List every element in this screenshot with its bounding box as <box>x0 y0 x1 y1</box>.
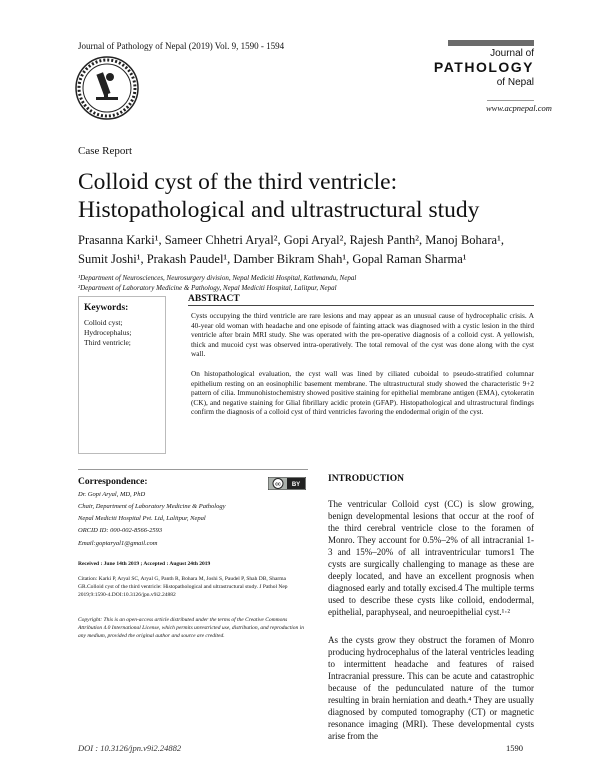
introduction-paragraph-1: The ventricular Colloid cyst (CC) is slow growing, benign developmental lesions that occur at the roof of the third cerebral ventricle close to the foramen of Monro. They account for 0.5%–2% of all intracranial 1-3 and 15%–20% of all intraventricular tumors1 The cysts are surgically challenging to manage as these are deeply located, and have an excellent prognosis when diagnosed early and totally excised.4 The multiple terms used to describe these cysts like colloid, endodermal, epithelial, paraphyseal, and neuroepithelial cyst.¹·² <box>328 499 534 617</box>
correspondence-email[interactable]: Email:gopiaryal1@gmail.com <box>78 540 158 547</box>
correspondence-name: Dr. Gopi Aryal, MD, PhD <box>78 491 146 498</box>
introduction-paragraph-2: As the cysts grow they obstruct the foramen of Monro producing hydrocephalus of the lateral ventricles leading to intermittent headache and features of raised Intracranial pressure. This can be acute and catastrophic because of the pedunculated nature of the tumor resulting in brain herniation and death.⁴ They are usually diagnosed by computed tomography (CT) or magnetic resonance imaging (MRI). These developmental cysts arise from the <box>328 635 534 741</box>
logo-of-nepal: of Nepal <box>496 77 534 88</box>
affiliations <box>78 273 548 293</box>
copyright-text: Copyright: This is an open-access article distributed under the terms of the Creative Commons Attribution 4.0 International License, which permits unrestricted use, distribution, and reproduction in any medium, provided the original author and source are credited. <box>78 617 304 639</box>
cc-by-license-icon <box>268 477 306 490</box>
keywords-title: Keywords: <box>84 303 129 313</box>
correspondence-divider <box>78 469 308 470</box>
title-line-2: Histopathological and ultrastructural study <box>78 197 480 223</box>
keyword-item: Third ventricle; <box>84 338 131 347</box>
website-divider <box>487 100 534 101</box>
introduction-heading: INTRODUCTION <box>328 474 405 484</box>
article-title <box>78 168 548 224</box>
article-type: Case Report <box>78 145 133 157</box>
logo-journal-of: Journal of <box>490 48 534 59</box>
authors-line-2: Sumit Joshi¹, Prakash Paudel¹, Damber Bikram Shah¹, Gopal Raman Sharma¹ <box>78 252 467 266</box>
abstract-paragraph-2: On histopathological evaluation, the cyst wall was lined by ciliated cuboidal to pseudo-stratified columnar epithelium resting on an eosinophilic basement membrane. The ultrastructural study showed the characteristic 9+2 pattern of cilia. Immunohistochemistry showed positive staining for epithelial membrane antigen (EMA), cytokeratin (CK), and negative staining for Glial fibrillary acidic protein (GFAP). Histopathological and ultrastructural findings confirm the diagnosis of a colloid cyst of third ventricles favoring the endodermal origin of the cyst. <box>191 369 534 416</box>
logo-pathology: PATHOLOGY <box>433 59 534 75</box>
affiliation-1: ¹Department of Neurosciences, Neurosurgery division, Nepal Mediciti Hospital, Kathmandu, Nepal <box>78 274 357 282</box>
received-accepted-dates: Received : June 14th 2019 ; Accepted : August 24th 2019 <box>78 561 211 567</box>
authors-line-1: Prasanna Karki¹, Sameer Chhetri Aryal², Gopi Aryal², Rajesh Panth², Manoj Bohara¹, <box>78 233 504 247</box>
citation-text: Citation: Karki P, Aryal SC, Aryal G, Panth R, Bohara M, Joshi S, Paudel P, Shah DB, Sharma GR.Colloid cyst of the third ventricle: Histopathological and ultrastructural study. J Pathol Nep 2019;9:1590-4.DOI:10.3126/jpn.v9i2.24882 <box>78 576 288 598</box>
keyword-item: Colloid cyst; <box>84 318 123 327</box>
correspondence-orcid: ORCID ID: 000-002-8566-2593 <box>78 527 163 534</box>
keywords-box <box>78 296 166 454</box>
affiliation-2: ²Department of Laboratory Medicine & Pathology, Nepal Mediciti Hospital, Lalitpur, Nepal <box>78 284 337 292</box>
page-number: 1590 <box>506 743 523 753</box>
cc-badge-text: cc <box>275 481 281 488</box>
abstract-paragraph-1: Cysts occupying the third ventricle are rare lesions and may appear as an unusual cause of hydrocephalic crisis. A 40-year old woman with headache and one episode of fainting attack was diagnosed with a cystic lesion in the third ventricle after brain MRI study. She was operated with the pre-operative diagnosis of a colloid cyst. A yellowish, thick and mucoid cyst was observed intra-operatively. The total removal of the cyst was done along with the cyst wall. <box>191 311 534 358</box>
journal-logo <box>433 40 534 98</box>
by-badge-text: BY <box>291 482 301 488</box>
correspondence-heading: Correspondence: <box>78 477 148 487</box>
correspondence-position: Chair, Department of Laboratory Medicine & Pathology <box>78 503 226 510</box>
journal-seal-logo <box>74 55 140 121</box>
logo-bar <box>448 40 534 46</box>
abstract-heading: ABSTRACT <box>188 294 534 306</box>
journal-citation-line: Journal of Pathology of Nepal (2019) Vol. 9, 1590 - 1594 <box>78 41 285 51</box>
doi-footer[interactable]: DOI : 10.3126/jpn.v9i2.24882 <box>78 743 182 753</box>
author-list <box>78 231 558 269</box>
keyword-item: Hydrocephalus; <box>84 328 132 337</box>
journal-website-link[interactable]: www.acpnepal.com <box>486 103 552 113</box>
title-line-1: Colloid cyst of the third ventricle: <box>78 169 398 195</box>
correspondence-institution: Nepal Mediciti Hospital Pvt. Ltd, Lalitpur, Nepal <box>78 515 206 522</box>
